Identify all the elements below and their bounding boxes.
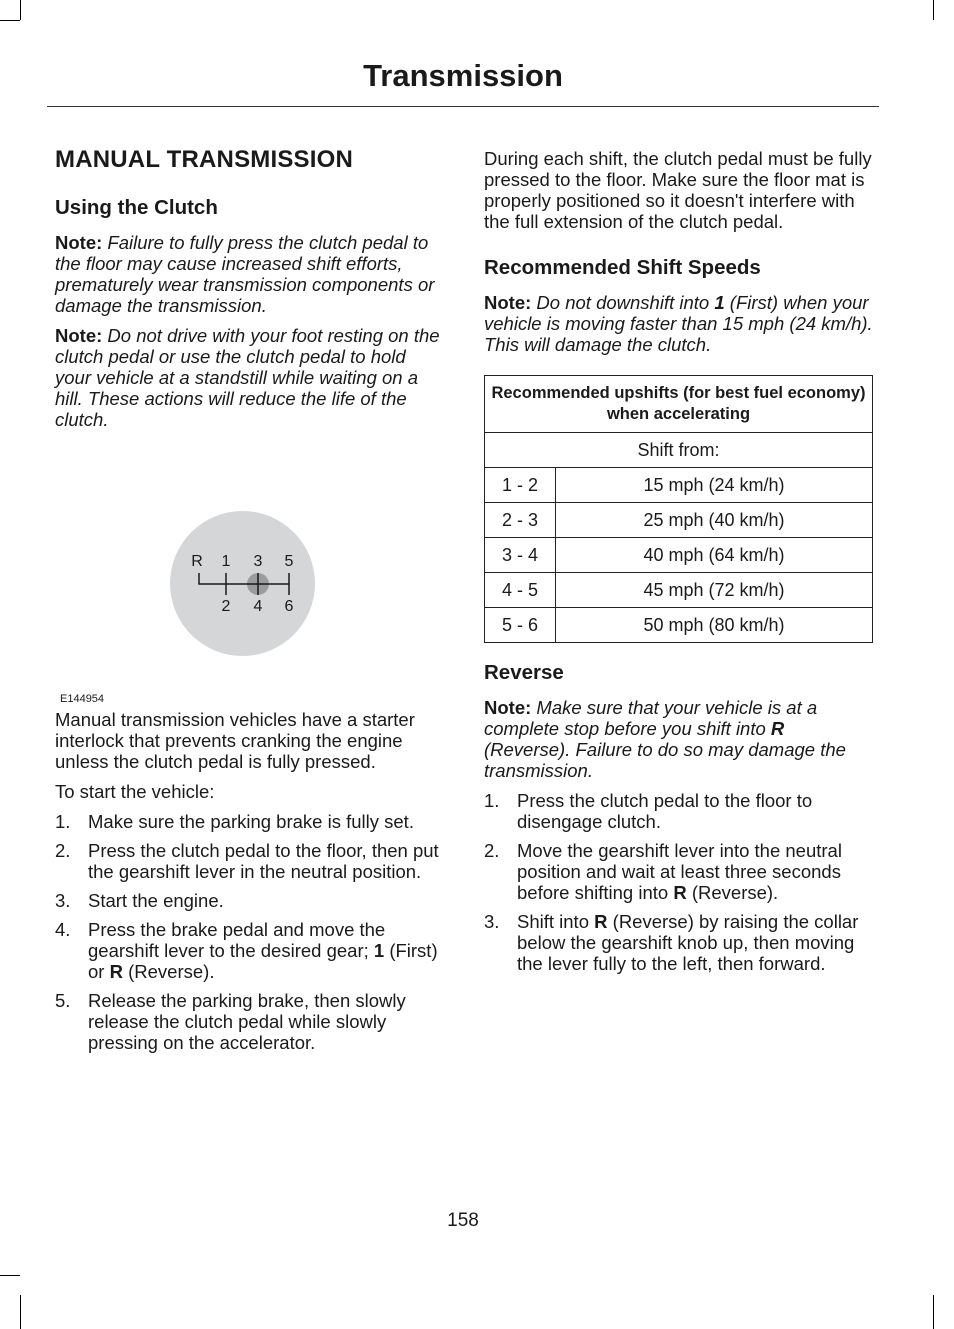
note-clutch-rest bbox=[55, 325, 445, 430]
note-clutch-press bbox=[55, 232, 445, 316]
table-cell-gear: 5 - 6 bbox=[485, 608, 556, 643]
list-text: Make sure the parking brake is fully set. bbox=[88, 811, 414, 832]
list-bold: R bbox=[673, 882, 687, 903]
left-column bbox=[55, 146, 445, 1061]
table-cell-speed: 15 mph (24 km/h) bbox=[556, 468, 873, 503]
crop-mark bbox=[933, 0, 934, 20]
page-title: Transmission bbox=[363, 58, 563, 93]
list-item bbox=[55, 919, 445, 982]
table-cell-gear: 1 - 2 bbox=[485, 468, 556, 503]
table-cell-speed: 50 mph (80 km/h) bbox=[556, 608, 873, 643]
note-text: (First) when your vehicle is moving faster than 15 mph (24 km/h). This will damage the clutch. bbox=[484, 292, 873, 355]
paragraph-start: To start the vehicle: bbox=[55, 781, 215, 802]
list-number: 4. bbox=[55, 919, 71, 940]
gearshift-pattern-diagram bbox=[170, 511, 315, 656]
shift-gate-lines bbox=[199, 573, 289, 595]
table-row bbox=[485, 538, 873, 573]
paragraph-interlock: Manual transmission vehicles have a starter interlock that prevents cranking the engine unless the clutch pedal is fully pressed. bbox=[55, 709, 415, 772]
crop-mark bbox=[933, 1295, 934, 1329]
list-text: Press the clutch pedal to the floor to disengage clutch. bbox=[517, 790, 813, 832]
note-label: Note: bbox=[484, 292, 532, 313]
list-bold: R bbox=[594, 911, 608, 932]
list-number: 3. bbox=[484, 911, 500, 932]
table-cell-speed: 25 mph (40 km/h) bbox=[556, 503, 873, 538]
note-text: (Reverse). Failure to do so may damage the transmission. bbox=[484, 739, 846, 781]
figure-id: E144954 bbox=[60, 693, 105, 705]
list-item bbox=[55, 890, 445, 911]
table-cell-speed: 45 mph (72 km/h) bbox=[556, 573, 873, 608]
table-cell-gear: 2 - 3 bbox=[485, 503, 556, 538]
reverse-steps-list bbox=[484, 790, 874, 974]
gear-label-5: 5 bbox=[284, 553, 294, 570]
list-item bbox=[484, 790, 874, 832]
list-item bbox=[55, 840, 445, 882]
crop-mark bbox=[0, 20, 20, 21]
note-bold: R bbox=[770, 718, 785, 739]
start-steps-list bbox=[55, 811, 445, 1053]
crop-mark bbox=[20, 1295, 21, 1329]
gear-label-3: 3 bbox=[253, 553, 263, 570]
list-bold: 1 bbox=[373, 940, 385, 961]
list-text: Move the gearshift lever into the neutral position and wait at least three seconds before shifting into bbox=[517, 840, 842, 903]
list-item bbox=[55, 990, 445, 1053]
paragraph-shift-clutch: During each shift, the clutch pedal must be fully pressed to the floor. Make sure the floor mat is properly positioned so it doesn't interfere with the full extension of the clutch pedal. bbox=[484, 148, 872, 232]
table-header: Recommended upshifts (for best fuel economy) when accelerating bbox=[485, 376, 873, 433]
gear-label-6: 6 bbox=[284, 598, 294, 615]
list-text: (Reverse) by raising the collar below the gearshift knob up, then moving the lever fully to the left, then forward. bbox=[517, 911, 859, 974]
gearshift-pattern-figure bbox=[55, 439, 445, 709]
note-text: Do not downshift into bbox=[531, 292, 715, 313]
list-text: Press the brake pedal and move the gearshift lever to the desired gear; bbox=[88, 919, 386, 961]
list-item bbox=[484, 911, 874, 974]
list-text: Start the engine. bbox=[88, 890, 224, 911]
right-column bbox=[484, 148, 874, 982]
table-subheader: Shift from: bbox=[485, 433, 873, 468]
list-text: Shift into bbox=[517, 911, 595, 932]
gear-label-4: 4 bbox=[253, 598, 263, 615]
subsection-heading-reverse: Reverse bbox=[484, 661, 564, 684]
list-text: (Reverse). bbox=[686, 882, 779, 903]
crop-mark bbox=[20, 0, 21, 20]
table-row bbox=[485, 608, 873, 643]
note-text: Do not drive with your foot resting on the clutch pedal or use the clutch pedal to hold your vehicle at a standstill while waiting on a hill. These actions will reduce the life of the clutch. bbox=[55, 325, 440, 430]
list-number: 3. bbox=[55, 890, 71, 911]
list-number: 5. bbox=[55, 990, 71, 1011]
table-row bbox=[485, 468, 873, 503]
table-cell-speed: 40 mph (64 km/h) bbox=[556, 538, 873, 573]
shift-speeds-table bbox=[484, 375, 873, 643]
note-text: Make sure that your vehicle is at a complete stop before you shift into bbox=[484, 697, 818, 739]
gear-label-r: R bbox=[191, 553, 203, 570]
note-downshift bbox=[484, 292, 874, 355]
list-text: (Reverse). bbox=[122, 961, 215, 982]
list-number: 2. bbox=[55, 840, 71, 861]
gear-label-1: 1 bbox=[221, 553, 231, 570]
table-cell-gear: 3 - 4 bbox=[485, 538, 556, 573]
table-row bbox=[485, 503, 873, 538]
note-reverse bbox=[484, 697, 874, 781]
subsection-heading-clutch: Using the Clutch bbox=[55, 196, 218, 219]
note-label: Note: bbox=[55, 325, 103, 346]
list-bold: R bbox=[109, 961, 123, 982]
subsection-heading-shift-speeds: Recommended Shift Speeds bbox=[484, 256, 761, 279]
table-row bbox=[485, 573, 873, 608]
list-item bbox=[55, 811, 445, 832]
list-number: 2. bbox=[484, 840, 500, 861]
crop-mark bbox=[0, 1275, 20, 1276]
list-number: 1. bbox=[55, 811, 71, 832]
table-cell-gear: 4 - 5 bbox=[485, 573, 556, 608]
list-item bbox=[484, 840, 874, 903]
note-label: Note: bbox=[484, 697, 532, 718]
gear-label-2: 2 bbox=[221, 598, 231, 615]
list-text: Press the clutch pedal to the floor, then put the gearshift lever in the neutral position. bbox=[88, 840, 439, 882]
page-number: 158 bbox=[447, 1210, 479, 1231]
header-divider bbox=[47, 106, 879, 107]
list-number: 1. bbox=[484, 790, 500, 811]
section-heading: MANUAL TRANSMISSION bbox=[55, 146, 354, 173]
note-label: Note: bbox=[55, 232, 103, 253]
list-text: (First) or bbox=[88, 940, 438, 982]
note-bold: 1 bbox=[714, 292, 725, 313]
note-text: Failure to fully press the clutch pedal to the floor may cause increased shift efforts, prematurely wear transmission components or damage the transmission. bbox=[55, 232, 435, 316]
list-text: Release the parking brake, then slowly release the clutch pedal while slowly pressing on the accelerator. bbox=[88, 990, 406, 1053]
